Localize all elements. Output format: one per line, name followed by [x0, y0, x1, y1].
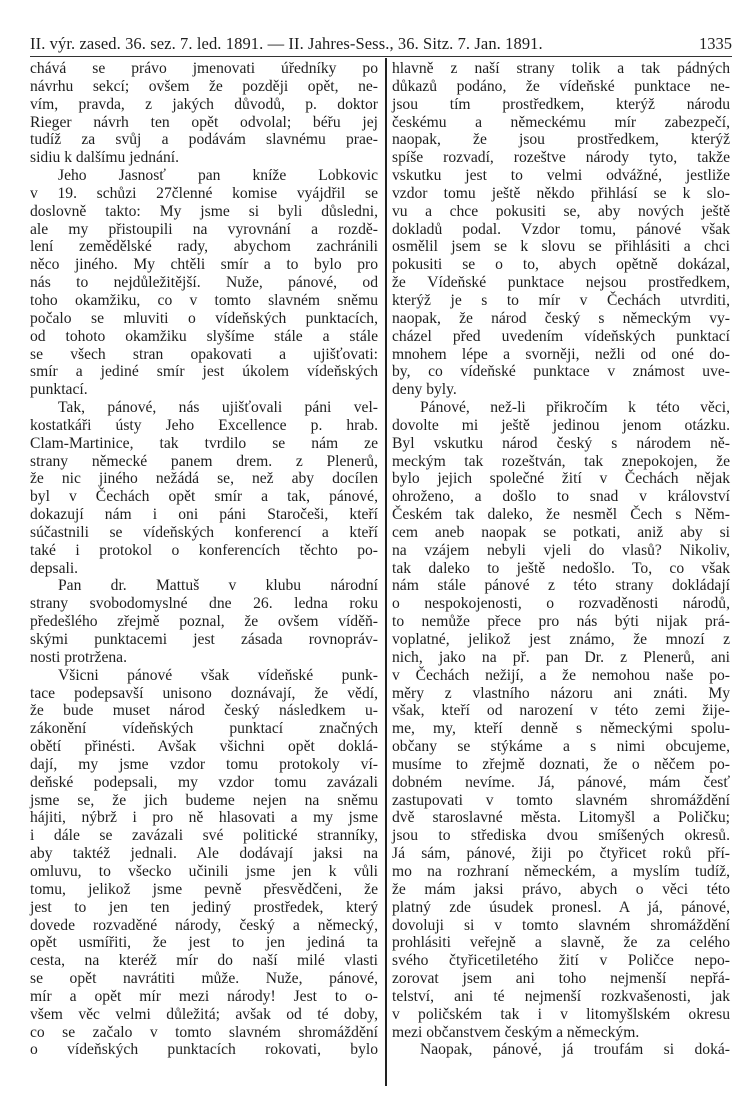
text-line: dokazují nám i oni páni Staročeši, kteří — [30, 506, 378, 524]
text-line: že mám jaksi právo, abych o věci této — [392, 880, 730, 898]
text-line: smír a jediné smír jest úkolem vídeňských — [30, 363, 378, 381]
paragraph — [30, 399, 378, 577]
text-line: v poličském tak i v litomyšlském okresu — [392, 1005, 730, 1023]
text-line: vím, pravda, z jakých důvodů, p. doktor — [30, 95, 378, 113]
text-line: Českém tak daleko, že nesměl Čech s Něm- — [392, 506, 730, 524]
text-line: Všicni pánové však vídeňské punk- — [58, 666, 378, 684]
text-line: nám stále pánové z této strany dokládají — [392, 577, 730, 595]
paragraph — [30, 667, 378, 1060]
text-line: cem aneb naopak se potkati, aniž aby si — [392, 523, 730, 541]
text-line: mezi občanstvem českým a německým. — [392, 1023, 640, 1041]
text-line: deny byly. — [392, 381, 457, 399]
running-header — [30, 32, 732, 57]
text-line: mnohem lépe a svorněji, nežli od oné do- — [392, 345, 730, 363]
text-line: dokladů podal. Vzdor tomu, pánové však — [392, 220, 730, 238]
text-line: jest to jen ten jediný prostředek, který — [30, 898, 378, 916]
text-line: tudíž za svůj a podávám slavnému prae- — [30, 131, 378, 149]
text-line: měry z vlastního názoru ani znáti. My — [392, 684, 730, 702]
text-line: obětí přinésti. Avšak všichni opět doklá- — [30, 738, 378, 756]
text-line: dovede rozvaděné národy, český a německý, — [30, 916, 378, 934]
text-line: Pan dr. Mattuš v klubu národní — [58, 577, 378, 595]
text-line: dají, my jsme vzdor tomu protokoly ví- — [30, 755, 378, 773]
text-line: to nemůže přece pro nás býti nijak prá- — [392, 613, 730, 631]
text-line: občany se stýkáme a s nimi obcujeme, — [392, 738, 730, 756]
text-line: prohlásiti veřejně a slavně, že za celého — [392, 934, 730, 952]
text-line: tace podepsavší unisono doznávají, že vědí, — [30, 684, 378, 702]
text-line: dovolte mi ještě jedinou jenom otázku. — [392, 416, 730, 434]
text-line: od tohoto okamžiku slyšíme stále a stále — [30, 327, 378, 345]
text-line: vskutku jest to velmi odvážné, jestliže — [392, 167, 730, 185]
text-line: o vídeňských punktacích rokovati, bylo — [30, 1041, 378, 1059]
text-line: v 19. schůzi 27členné komise vyájdřil se — [30, 184, 378, 202]
text-line: také i protokol o konferencích těchto po- — [30, 541, 378, 559]
text-line: súčastnili se vídeňských konferencí a kteří — [30, 523, 378, 541]
text-line: vzdor tomu ještě někdo přihlásí se k slo- — [392, 184, 730, 202]
text-line: depsali. — [30, 559, 79, 577]
text-line: i dále se zavázali své politické stranníky, — [30, 827, 378, 845]
text-line: meckým tak rozeštván, tak znepokojen, že — [392, 452, 730, 470]
text-line: doslovně takto: My jsme si byli důsledni, — [30, 202, 378, 220]
text-line: však, kteří od narození v této zemi žije- — [392, 702, 730, 720]
text-line: cesta, na kteréž mír do naší milé vlasti — [30, 952, 378, 970]
text-line: počalo se mluviti o vídeňských punktacích, — [30, 309, 378, 327]
text-line: Naopak, pánové, já troufám si doká- — [420, 1041, 730, 1059]
text-line: osmělil jsem se k slovu se přihlásiti a chci — [392, 238, 730, 256]
text-line: Byl vskutku národ český s národem ně- — [392, 434, 730, 452]
text-line: voplatné, jelikož jest známo, že mnozí z — [392, 631, 730, 648]
paragraph — [30, 167, 378, 399]
text-line: českému a německému mír zabezpečí, — [392, 113, 730, 131]
text-line: hájiti, nýbrž i pro ně hlasovati a my jsme — [30, 809, 378, 827]
text-line: Clam-Martinice, tak tvrdilo se nám ze — [30, 434, 378, 452]
text-line: Pánové, než-li přikročím k této věci, — [420, 399, 730, 417]
paragraph — [30, 60, 378, 167]
text-line: byl v Čechách opět smír a tak, pánové, — [30, 488, 378, 506]
text-line: v Čechách nežijí, a že nemohou naše po- — [392, 666, 730, 684]
text-line: opět usmířiti, že jest to jen jediná ta — [30, 934, 378, 952]
text-line: návrhu sekcí; ovšem že později opět, ne- — [30, 77, 378, 95]
text-line: předešlého zřejmě poznal, že ovšem víděň- — [30, 613, 378, 631]
text-line: že Vídeňské punktace nejsou prostředkem, — [392, 274, 730, 292]
text-line: naopak, že národ český s německým vy- — [392, 309, 730, 327]
text-line: Jeho Jasnosť pan kníže Lobkovic — [58, 167, 378, 185]
text-line: na vzájem nebyli vjeli do vlasů? Nikoliv, — [392, 541, 730, 559]
text-line: Tak, pánové, nás ujišťovali páni vel- — [58, 399, 378, 417]
text-line: mo na rozhraní německém, a myslím tudíž, — [392, 862, 730, 880]
text-line: punktací. — [30, 381, 88, 399]
text-line: se opět navrátiti může. Nuže, pánové, — [30, 970, 378, 988]
text-line: musíme to zřejmě doznati, že o něčem po- — [392, 755, 730, 773]
column-divider — [385, 58, 387, 1086]
text-line: tak daleko to ještě nedošlo. To, co však — [392, 559, 730, 577]
left-column — [30, 60, 378, 1059]
text-line: chává se právo jmenovati úředníky po — [30, 60, 378, 77]
text-line: strany svobodomyslné dne 26. ledna roku — [30, 595, 378, 613]
text-line: vu a chce pokusiti se, aby nových ještě — [392, 202, 730, 220]
text-line: tomu, jelikož jsme pevně přesvědčeni, že — [30, 880, 378, 898]
text-line: se všech stran opakovati a ujišťovati: — [30, 345, 378, 363]
page-number: 1335 — [699, 34, 732, 53]
text-line: me, my, kteří denně s německými spolu- — [392, 720, 730, 738]
text-line: naopak, že jsou prostředkem, kterýž — [392, 131, 730, 149]
text-line: Rieger návrh ten opět odvolal; béřu jej — [30, 113, 378, 131]
text-line: něco jiného. My chtěli smír a to bylo pro — [30, 256, 378, 274]
text-line: že bude muset národ český následkem u- — [30, 702, 378, 720]
text-line: mír a opět mír mezi národy! Jest to o- — [30, 987, 378, 1005]
text-line: jsme se, že jich budeme nejen na sněmu — [30, 791, 378, 809]
text-line: co se začalo v tomto slavném shromáždění — [30, 1023, 378, 1041]
text-line: strany německé panem drem. z Plenerů, — [30, 452, 378, 470]
text-line: svého čtyřicetiletého žití v Poličce nepo- — [392, 952, 730, 970]
text-line: by, co vídeňské punktace v známost uve- — [392, 363, 730, 381]
text-line: skými punktacemi jest zásada rovnopráv- — [30, 631, 378, 648]
text-line: kterýž je s to mír v Čechách utvrditi, — [392, 291, 730, 309]
text-line: zákonění vídeňských punktací značných — [30, 720, 378, 738]
text-line: důkazů podáno, že vídeňské punktace ne- — [392, 77, 730, 95]
text-line: zorovat jsem ani toho nejmenší nepřá- — [392, 970, 730, 988]
paragraph — [392, 1041, 730, 1059]
text-line: spíše rozvadí, rozeštve národy tyto, takže — [392, 149, 730, 167]
text-line: ale my přistoupili na vyrovnání a rozdě- — [30, 220, 378, 238]
text-line: jsou tím prostředkem, kterýž národu — [392, 95, 730, 113]
text-line: bylo jejich společné žití v Čechách nějak — [392, 470, 730, 488]
paragraph — [392, 60, 730, 399]
text-line: nás to nejdůležitější. Nuže, pánové, od — [30, 274, 378, 292]
text-line: dvě staroslavné města. Litomyšl a Poličku; — [392, 809, 730, 827]
text-line: o nespokojenosti, o rozvaděnosti národů, — [392, 595, 730, 613]
text-line: kostatkáři ústy Jeho Excellence p. hrab. — [30, 416, 378, 434]
text-line: zastupovati v tomto slavném shromáždění — [392, 791, 730, 809]
text-line: omluvu, to všecko učinili jsme jen k vůli — [30, 862, 378, 880]
text-line: nosti protržena. — [30, 648, 127, 666]
text-line: ohroženo, a došlo to snad v království — [392, 488, 730, 506]
text-line: dobném nevíme. Já, pánové, mám česť — [392, 773, 730, 791]
text-line: hlavně z naší strany tolik a tak pádných — [392, 60, 730, 77]
paragraph — [30, 577, 378, 666]
text-line: deňské podepsali, my vzdor tomu zavázali — [30, 773, 378, 791]
text-line: telství, ani té nejmenší rozkvašenosti, jak — [392, 987, 730, 1005]
text-line: všem věc velmi důležitá; avšak od té doby, — [30, 1005, 378, 1023]
right-column — [392, 60, 730, 1059]
text-line: dovoluji si v tomto slavném shromáždění — [392, 916, 730, 934]
header-title: II. výr. zased. 36. sez. 7. led. 1891. — II. Jahres-Sess., 36. Sitz. 7. Jan. 1891. — [30, 34, 543, 53]
paragraph — [392, 399, 730, 1041]
text-line: lení zemědělské rady, abychom zachránili — [30, 238, 378, 256]
text-line: aby taktéž jednali. Ale dodávají jaksi na — [30, 845, 378, 863]
text-line: Já sám, pánové, žiji po čtyřicet roků pří- — [392, 845, 730, 863]
text-line: toho okamžiku, co v tomto slavném sněmu — [30, 291, 378, 309]
text-line: sidiu k dalšímu jednání. — [30, 149, 179, 167]
text-line: platný zde úsudek pronesl. A já, pánové, — [392, 898, 730, 916]
text-line: pokusiti se o to, abych opětně dokázal, — [392, 256, 730, 274]
text-line: cházel před uvedením vídeňských punktací — [392, 327, 730, 345]
text-line: nich, jako na př. pan Dr. z Plenerů, ani — [392, 648, 730, 666]
text-line: že nic jiného nežádá se, než aby docílen — [30, 470, 378, 488]
text-line: jsou to střediska dvou smíšených okresů. — [392, 827, 730, 845]
